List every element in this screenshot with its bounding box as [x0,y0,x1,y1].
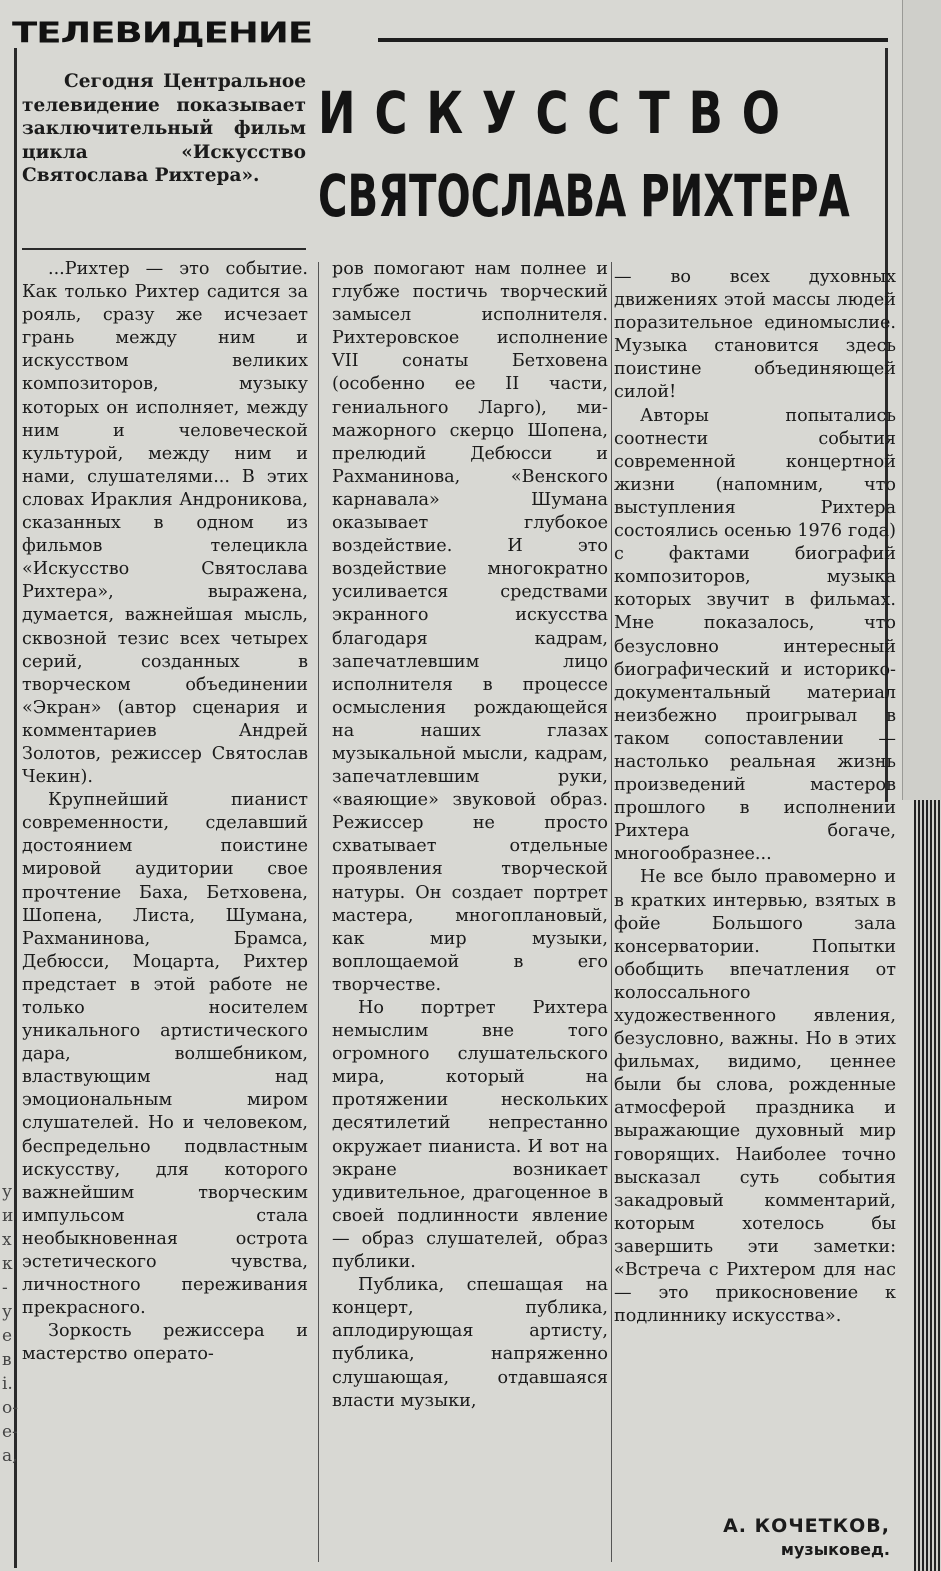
lead-paragraph: Сегодня Центральное телевидение показывает заключительный фильм цикла «Искусство Святослава Рихтера». [22,71,306,187]
column-divider [611,262,612,1562]
adjacent-clipping-edge [902,0,941,800]
lead-divider [22,248,306,250]
top-rule [378,38,888,42]
margin-fragment: i. [2,1374,13,1394]
adjacent-clipping-lines [914,800,940,1571]
paragraph: ...Рихтер — это событие. Как только Рихтер садится за рояль, сразу же исчезает грань между ним и искусством великих композиторов, музыку которых он исполняет, между ним и человеческой культурой, между ним и нами, слушателями... В этих словах Ираклия Андроникова, сказанных в одном из фильмов телецикла «Искусство Святослава Рихтера», выражена, думается, важнейшая мысль, сквозной тезис всех четырех серий, созданных в творческом объединении «Экран» (автор сценария и комментариев Андрей Золотов, режиссер Святослав Чекин). [22,259,308,788]
section-rubric: ТЕЛЕВИДЕНИЕ [12,16,313,50]
author-signature [690,1514,890,1562]
margin-fragment: е [2,1326,13,1346]
headline-line-2: СВЯТОСЛАВА РИХТЕРА [318,162,850,230]
margin-fragment: е- [2,1422,18,1442]
article-column-1 [22,258,308,1367]
paragraph: Зоркость режиссера и мастерство операто- [22,1321,308,1365]
paragraph: — во всех духовных движениях этой массы людей поразительное единомыслие. Музыка становится здесь поистине объединяющей силой! [614,267,896,403]
margin-fragment: к [2,1254,13,1274]
margin-fragment: - [2,1278,8,1298]
paragraph: Не все было правомерно и в кратких интервью, взятых в фойе Большого зала консерватории. Попытки обобщить впечатления от колоссального художественного явления, безусловно, важны. Но в этих фильмах, видимо, ценнее были бы слова, рожденные атмосферой праздника и выражающие духовный мир говорящих. Наиболее точно высказал суть события закадровый комментарий, которым хотелось бы завершить эти заметки: «Встреча с Рихтером для нас — это прикосновение к подлиннику искусства». [614,867,896,1327]
paragraph: Крупнейший пианист современности, сделавший достоянием поистине мировой аудитории свое прочтение Баха, Бетховена, Шопена, Листа, Шумана, Рахманинова, Брамса, Дебюсси, Моцарта, Рихтер предстает в этой работе не только носителем уникального артистического дара, волшебником, властвующим над эмоциональным миром слушателей. Но и человеком, беспредельно подвластным искусству, для которого важнейшим творческим импульсом стала необыкновенная острота эстетического чувства, личностного переживания прекрасного. [22,790,308,1319]
paragraph: Но портрет Рихтера немыслим вне того огромного слушательского мира, который на протяжении нескольких десятилетий непрестанно окружает пианиста. И вот на экране возникает удивительное, драгоценное в своей подлинности явление — образ слушателей, образ публики. [332,998,608,1273]
paragraph: ров помогают нам полнее и глубже постичь творческий замысел исполнителя. Рихтеровское исполнение VII сонаты Бетховена (особенно ее II части, гениального Ларго), ми-мажорного скерцо Шопена, прелюдий Дебюсси и Рахманинова, «Венского карнавала» Шумана оказывает глубокое воздействие. И это воздействие многократно усиливается средствами экранного искусства благодаря кадрам, запечатлевшим лицо исполнителя в процессе осмысления рождающейся на наших глазах музыкальной мысли, кадрам, запечатлевшим руки, «ваяющие» звуковой образ. Режиссер не просто схватывает отдельные проявления творческой натуры. Он создает портрет мастера, многоплановый, как мир музыки, воплощаемой в его творчестве. [332,259,608,995]
article-column-3 [614,266,896,1328]
article-headline [318,78,888,234]
margin-fragment: х [2,1230,12,1250]
margin-fragment: у [2,1182,13,1202]
margin-fragment: в [2,1350,12,1370]
margin-fragment: о- [2,1398,18,1418]
paragraph: Авторы попытались соотнести события современной концертной жизни (напомним, что выступления Рихтера состоялись осенью 1976 года) с фактами биографий композиторов, музыка которых звучит в фильмах. Мне показалось, что безусловно интересный биографический и историко-документальный материал неизбежно проигрывал в таком сопоставлении — настолько реальная жизнь произведений мастеров прошлого в исполнении Рихтера богаче, многообразнее... [614,405,896,865]
headline-line-1: ИСКУССТВО [318,79,799,147]
margin-fragment: и [2,1206,14,1226]
cut-margin-fragments [0,1180,18,1560]
column-divider [318,262,319,1562]
author-position: музыковед. [780,1540,890,1559]
paragraph: Публика, спешащая на концерт, публика, аплодирующая артисту, публика, напряженно слушающая, отдавшаяся власти музыки, [332,1275,608,1411]
margin-fragment: у [2,1302,13,1322]
author-name: А. КОЧЕТКОВ, [723,1515,890,1537]
margin-fragment: а, [2,1446,18,1466]
left-frame-rule [14,48,17,1568]
article-column-2 [332,258,608,1413]
